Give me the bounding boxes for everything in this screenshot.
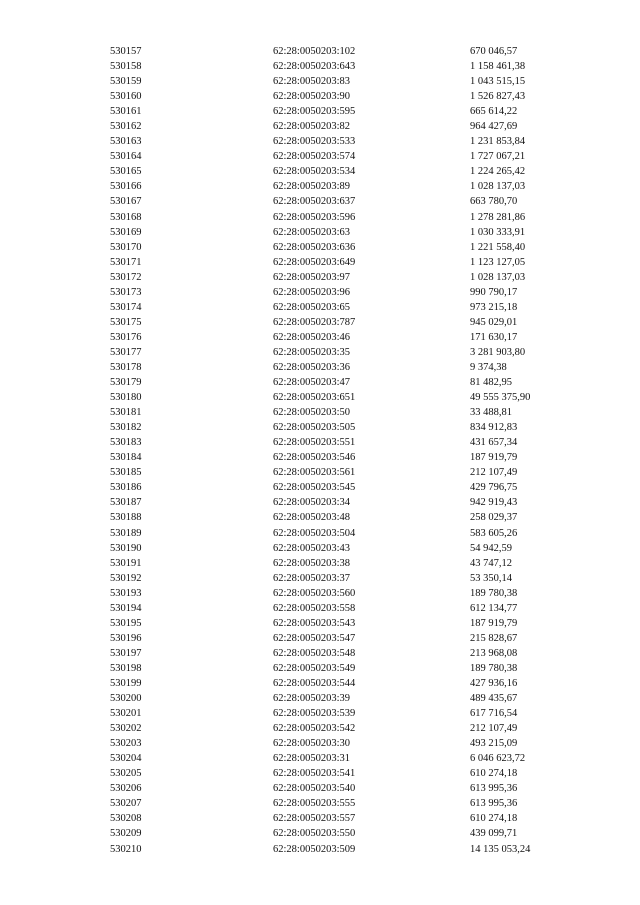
cadastral-number-cell: 62:28:0050203:509 [273,843,356,855]
cadastral-number-cell: 62:28:0050203:102 [273,46,356,58]
table-row [110,691,590,706]
cadastral-number-cell: 62:28:0050203:50 [273,407,351,419]
row-number-cell: 530165 [110,166,142,178]
row-number-cell: 530207 [110,798,142,810]
table-row [110,270,590,285]
table-row [110,811,590,826]
table-row [110,556,590,571]
cadastral-number-cell: 62:28:0050203:38 [273,557,351,569]
cadastral-value-cell: 439 099,71 [470,828,518,840]
cadastral-number-cell: 62:28:0050203:90 [273,91,351,103]
table-row [110,360,590,375]
cadastral-value-cell: 212 107,49 [470,723,518,735]
row-number-cell: 530178 [110,362,142,373]
cadastral-value-cell: 489 435,67 [470,693,518,705]
row-number-cell: 530157 [110,46,142,58]
table-row [110,676,590,691]
row-number-cell: 530189 [110,527,142,539]
cadastral-number-cell: 62:28:0050203:539 [273,708,356,720]
table-row [110,285,590,300]
table-row [110,541,590,556]
table-row [110,841,590,856]
table-row [110,616,590,631]
cadastral-number-cell: 62:28:0050203:561 [273,467,356,479]
cadastral-number-cell: 62:28:0050203:540 [273,783,356,795]
cadastral-value-cell: 171 630,17 [470,331,518,343]
cadastral-number-cell: 62:28:0050203:545 [273,482,356,494]
row-number-cell: 530163 [110,136,142,148]
cadastral-number-cell: 62:28:0050203:34 [273,497,351,509]
row-number-cell: 530192 [110,572,142,584]
cadastral-number-cell: 62:28:0050203:550 [273,828,356,840]
cadastral-number-cell: 62:28:0050203:544 [273,677,356,689]
table-body [110,44,590,857]
cadastral-value-cell: 431 657,34 [470,437,518,449]
cadastral-value-cell: 1 231 853,84 [470,136,526,148]
cadastral-number-cell: 62:28:0050203:546 [273,452,356,464]
row-number-cell: 530191 [110,557,142,569]
cadastral-number-cell: 62:28:0050203:35 [273,346,351,358]
cadastral-number-cell: 62:28:0050203:787 [273,316,356,328]
cadastral-number-cell: 62:28:0050203:574 [273,151,356,163]
cadastral-value-cell: 429 796,75 [470,482,518,494]
cadastral-value-cell: 212 107,49 [470,467,518,479]
cadastral-number-cell: 62:28:0050203:83 [273,76,351,88]
cadastral-number-cell: 62:28:0050203:557 [273,813,356,825]
cadastral-value-cell: 49 555 375,90 [470,392,531,404]
cadastral-value-cell: 1 224 265,42 [470,166,526,178]
cadastral-number-cell: 62:28:0050203:31 [273,753,351,765]
table-row [110,164,590,179]
row-number-cell: 530162 [110,121,142,133]
table-row [110,119,590,134]
row-number-cell: 530203 [110,738,142,750]
cadastral-number-cell: 62:28:0050203:505 [273,422,356,434]
row-number-cell: 530184 [110,452,142,464]
cadastral-number-cell: 62:28:0050203:65 [273,301,351,313]
row-number-cell: 530193 [110,587,142,599]
cadastral-value-cell: 610 274,18 [470,768,518,780]
cadastral-value-cell: 617 716,54 [470,708,518,720]
cadastral-number-cell: 62:28:0050203:643 [273,61,356,73]
cadastral-value-cell: 14 135 053,24 [470,843,531,855]
row-number-cell: 530158 [110,61,142,73]
cadastral-value-cell: 612 134,77 [470,602,518,614]
row-number-cell: 530175 [110,316,142,328]
cadastral-number-cell: 62:28:0050203:82 [273,121,351,133]
table-row [110,59,590,74]
table-row [110,661,590,676]
cadastral-value-cell: 665 614,22 [470,106,518,118]
cadastral-value-cell: 81 482,95 [470,377,512,389]
row-number-cell: 530197 [110,647,142,659]
cadastral-value-cell: 33 488,81 [470,407,512,419]
cadastral-value-cell: 613 995,36 [470,798,518,810]
row-number-cell: 530204 [110,753,142,765]
cadastral-value-cell: 613 995,36 [470,783,518,795]
row-number-cell: 530196 [110,632,142,644]
cadastral-number-cell: 62:28:0050203:558 [273,602,356,614]
row-number-cell: 530164 [110,151,142,163]
cadastral-number-cell: 62:28:0050203:43 [273,542,351,554]
row-number-cell: 530205 [110,768,142,780]
table-row [110,646,590,661]
row-number-cell: 530180 [110,392,142,404]
cadastral-number-cell: 62:28:0050203:543 [273,617,356,629]
cadastral-number-cell: 62:28:0050203:96 [273,286,351,298]
row-number-cell: 530188 [110,512,142,524]
table-row [110,450,590,465]
row-number-cell: 530171 [110,256,142,268]
table-row [110,480,590,495]
row-number-cell: 530186 [110,482,142,494]
row-number-cell: 530209 [110,828,142,840]
cadastral-number-cell: 62:28:0050203:48 [273,512,351,524]
cadastral-number-cell: 62:28:0050203:551 [273,437,356,449]
cadastral-value-cell: 6 046 623,72 [470,753,526,765]
row-number-cell: 530176 [110,331,142,343]
cadastral-number-cell: 62:28:0050203:533 [273,136,356,148]
table-row [110,104,590,119]
cadastral-value-cell: 663 780,70 [470,196,518,208]
table-row [110,766,590,781]
row-number-cell: 530185 [110,467,142,479]
table-row [110,601,590,616]
table-row [110,149,590,164]
table-row [110,375,590,390]
cadastral-value-cell: 1 727 067,21 [470,151,526,163]
cadastral-value-cell: 1 043 515,15 [470,76,526,88]
table-row [110,89,590,104]
cadastral-number-cell: 62:28:0050203:541 [273,768,356,780]
cadastral-value-cell: 1 278 281,86 [470,211,526,223]
table-row [110,240,590,255]
cadastral-number-cell: 62:28:0050203:637 [273,196,356,208]
cadastral-value-cell: 1 030 333,91 [470,226,526,238]
row-number-cell: 530167 [110,196,142,208]
cadastral-value-cell: 187 919,79 [470,452,518,464]
table-row [110,194,590,209]
table-row [110,721,590,736]
row-number-cell: 530160 [110,91,142,103]
cadastral-value-cell: 1 221 558,40 [470,241,526,253]
cadastral-number-cell: 62:28:0050203:649 [273,256,356,268]
table-row [110,74,590,89]
table-row [110,255,590,270]
row-number-cell: 530200 [110,693,142,705]
table-row [110,796,590,811]
row-number-cell: 530199 [110,677,142,689]
table-row [110,736,590,751]
cadastral-number-cell: 62:28:0050203:555 [273,798,356,810]
cadastral-value-cell: 427 936,16 [470,677,518,689]
row-number-cell: 530159 [110,76,142,88]
cadastral-number-cell: 62:28:0050203:548 [273,647,356,659]
table-row [110,495,590,510]
table-row [110,781,590,796]
cadastral-value-cell: 610 274,18 [470,813,518,825]
cadastral-number-cell: 62:28:0050203:46 [273,331,351,343]
cadastral-value-cell: 973 215,18 [470,301,518,313]
table-row [110,631,590,646]
cadastral-number-cell: 62:28:0050203:636 [273,241,356,253]
cadastral-value-cell: 1 526 827,43 [470,91,526,103]
table-row [110,179,590,194]
row-number-cell: 530190 [110,542,142,554]
cadastral-value-cell: 1 158 461,38 [470,61,526,73]
row-number-cell: 530168 [110,211,142,223]
table-row [110,826,590,841]
cadastral-value-cell: 493 215,09 [470,738,518,750]
row-number-cell: 530173 [110,286,142,298]
cadastral-number-cell: 62:28:0050203:560 [273,587,356,599]
cadastral-value-cell: 964 427,69 [470,121,518,133]
cadastral-number-cell: 62:28:0050203:63 [273,226,351,238]
cadastral-value-cell: 583 605,26 [470,527,518,539]
table-row [110,435,590,450]
table-row [110,225,590,240]
table-row [110,405,590,420]
cadastral-value-cell: 213 968,08 [470,647,518,659]
row-number-cell: 530187 [110,497,142,509]
cadastral-number-cell: 62:28:0050203:595 [273,106,356,118]
row-number-cell: 530170 [110,241,142,253]
table-row [110,390,590,405]
cadastral-value-cell: 258 029,37 [470,512,518,524]
row-number-cell: 530198 [110,662,142,674]
cadastral-value-cell: 187 919,79 [470,617,518,629]
row-number-cell: 530174 [110,301,142,313]
cadastral-value-cell: 1 028 137,03 [470,181,526,193]
cadastral-number-cell: 62:28:0050203:504 [273,527,356,539]
row-number-cell: 530183 [110,437,142,449]
table-row [110,465,590,480]
table-row [110,420,590,435]
table-row [110,510,590,525]
cadastral-value-cell: 43 747,12 [470,557,512,569]
cadastral-value-cell: 834 912,83 [470,422,518,434]
cadastral-value-table [110,44,590,857]
cadastral-number-cell: 62:28:0050203:542 [273,723,356,735]
cadastral-number-cell: 62:28:0050203:651 [273,392,356,404]
row-number-cell: 530206 [110,783,142,795]
cadastral-value-cell: 9 374,38 [470,362,507,373]
cadastral-value-cell: 945 029,01 [470,316,518,328]
cadastral-number-cell: 62:28:0050203:39 [273,693,351,705]
cadastral-value-cell: 54 942,59 [470,542,512,554]
table-row [110,44,590,59]
row-number-cell: 530202 [110,723,142,735]
table-row [110,315,590,330]
row-number-cell: 530169 [110,226,142,238]
cadastral-number-cell: 62:28:0050203:596 [273,211,356,223]
row-number-cell: 530177 [110,346,142,358]
cadastral-value-cell: 1 028 137,03 [470,271,526,283]
table-row [110,300,590,315]
row-number-cell: 530172 [110,271,142,283]
row-number-cell: 530195 [110,617,142,629]
cadastral-value-cell: 53 350,14 [470,572,512,584]
cadastral-number-cell: 62:28:0050203:534 [273,166,356,178]
row-number-cell: 530179 [110,377,142,389]
cadastral-number-cell: 62:28:0050203:30 [273,738,351,750]
cadastral-value-cell: 990 790,17 [470,286,518,298]
table-row [110,210,590,225]
table-row [110,345,590,360]
cadastral-number-cell: 62:28:0050203:89 [273,181,351,193]
table-row [110,330,590,345]
table-row [110,586,590,601]
cadastral-value-cell: 1 123 127,05 [470,256,526,268]
cadastral-number-cell: 62:28:0050203:549 [273,662,356,674]
cadastral-value-cell: 189 780,38 [470,587,518,599]
table-row [110,706,590,721]
row-number-cell: 530181 [110,407,142,419]
row-number-cell: 530166 [110,181,142,193]
row-number-cell: 530208 [110,813,142,825]
table-row [110,134,590,149]
cadastral-value-cell: 670 046,57 [470,46,518,58]
table-row [110,526,590,541]
cadastral-value-cell: 3 281 903,80 [470,346,526,358]
cadastral-number-cell: 62:28:0050203:97 [273,271,351,283]
cadastral-value-cell: 215 828,67 [470,632,518,644]
row-number-cell: 530201 [110,708,142,720]
cadastral-number-cell: 62:28:0050203:47 [273,377,351,389]
row-number-cell: 530161 [110,106,142,118]
table-row [110,751,590,766]
cadastral-number-cell: 62:28:0050203:36 [273,362,351,373]
cadastral-value-cell: 942 919,43 [470,497,518,509]
row-number-cell: 530210 [110,843,142,855]
cadastral-number-cell: 62:28:0050203:547 [273,632,356,644]
cadastral-number-cell: 62:28:0050203:37 [273,572,351,584]
row-number-cell: 530194 [110,602,142,614]
table-row [110,571,590,586]
row-number-cell: 530182 [110,422,142,434]
cadastral-value-cell: 189 780,38 [470,662,518,674]
